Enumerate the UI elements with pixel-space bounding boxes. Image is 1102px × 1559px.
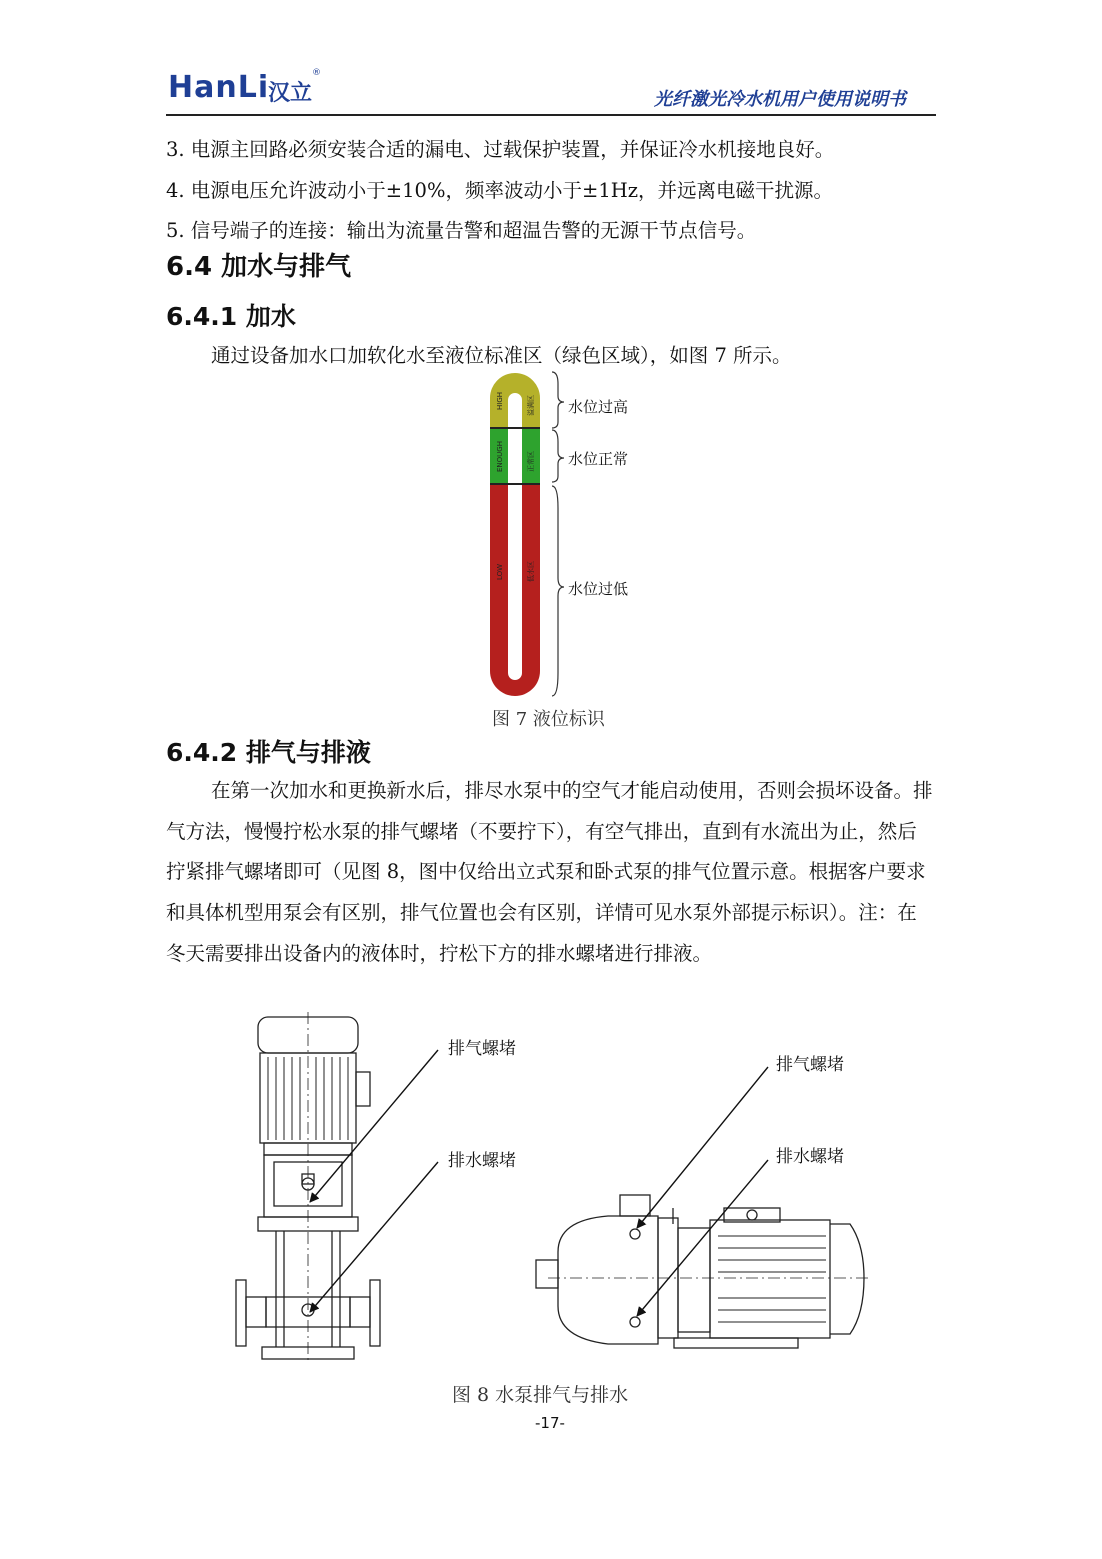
level-tube <box>490 373 540 698</box>
horizontal-vent-label: 排气螺堵 <box>776 1055 844 1075</box>
annotation-normal: 水位正常 <box>568 450 629 468</box>
tube-label-low: LOW <box>496 563 504 580</box>
figure-caption: 图 8 水泵排气与排水 <box>452 1384 629 1406</box>
tube-label-enough: ENOUGH <box>496 441 504 472</box>
brace-low <box>552 486 564 696</box>
page-number: -17- <box>535 1414 565 1432</box>
annotation-too-high: 水位过高 <box>568 398 629 416</box>
subsection-heading: 6.4.1 加水 <box>166 302 296 331</box>
section-heading: 6.4 加水与排气 <box>166 252 352 282</box>
brace-high <box>552 372 564 428</box>
tube-label-high: HIGH <box>496 391 504 410</box>
horizontal-drain-label: 排水螺堵 <box>776 1147 844 1167</box>
page-header <box>166 64 936 116</box>
vertical-vent-label: 排气螺堵 <box>448 1039 516 1059</box>
tube-label-right-low: 低水区 <box>527 561 535 582</box>
vertical-drain-label: 排水螺堵 <box>448 1151 516 1171</box>
list-item: 4. 电源电压允许波动小于±10%，频率波动小于±1Hz，并远离电磁干扰源。 <box>166 179 834 202</box>
subsection-heading: 6.4.2 排气与排液 <box>166 738 371 767</box>
horizontal-pump-drawing <box>536 1195 868 1348</box>
brand-logo: HanLi <box>168 70 270 105</box>
body-paragraph: 在第一次加水和更换新水后，排尽水泵中的空气才能启动使用，否则会损坏设备。排气方法，慢慢拧松水泵的排气螺堵（不要拧下），有空气排出，直到有水流出为止，然后拧紧排气螺堵即可（见图 8，图中仅给出立式泵和卧式泵的排气位置示意。根据客户要求和具体机型用泵会有区别，排气位置也会有区别，详情可见水泵外部提示标识）。注：在冬天需要排出设备内的液体时，拧松下方的排水螺堵进行排液。 <box>166 779 933 965</box>
document-title: 光纤激光冷水机用户使用说明书 <box>654 89 906 110</box>
vent-arrow <box>310 1050 438 1202</box>
annotation-too-low: 水位过低 <box>568 580 629 598</box>
registered-mark: ® <box>312 68 321 78</box>
water-level-figure <box>480 368 660 704</box>
tube-label-right-high: 溢满区 <box>527 395 535 416</box>
list-item: 3. 电源主回路必须安装合适的漏电、过载保护装置，并保证冷水机接地良好。 <box>166 138 835 161</box>
brand-logo-cn: 汉立 <box>268 81 313 106</box>
list-item: 5. 信号端子的连接：输出为流量告警和超温告警的无源干节点信号。 <box>166 219 757 242</box>
drain-arrow <box>310 1162 438 1312</box>
pump-figure <box>228 1012 878 1362</box>
body-paragraph: 通过设备加水口加软化水至液位标准区（绿色区域），如图 7 所示。 <box>211 344 792 367</box>
tube-label-right-enough: 正常区 <box>527 451 535 472</box>
vertical-pump-drawing <box>236 1012 380 1362</box>
drain-arrow <box>637 1160 768 1316</box>
brace-enough <box>552 430 564 482</box>
figure-caption: 图 7 液位标识 <box>492 709 605 730</box>
vent-arrow <box>637 1067 768 1228</box>
